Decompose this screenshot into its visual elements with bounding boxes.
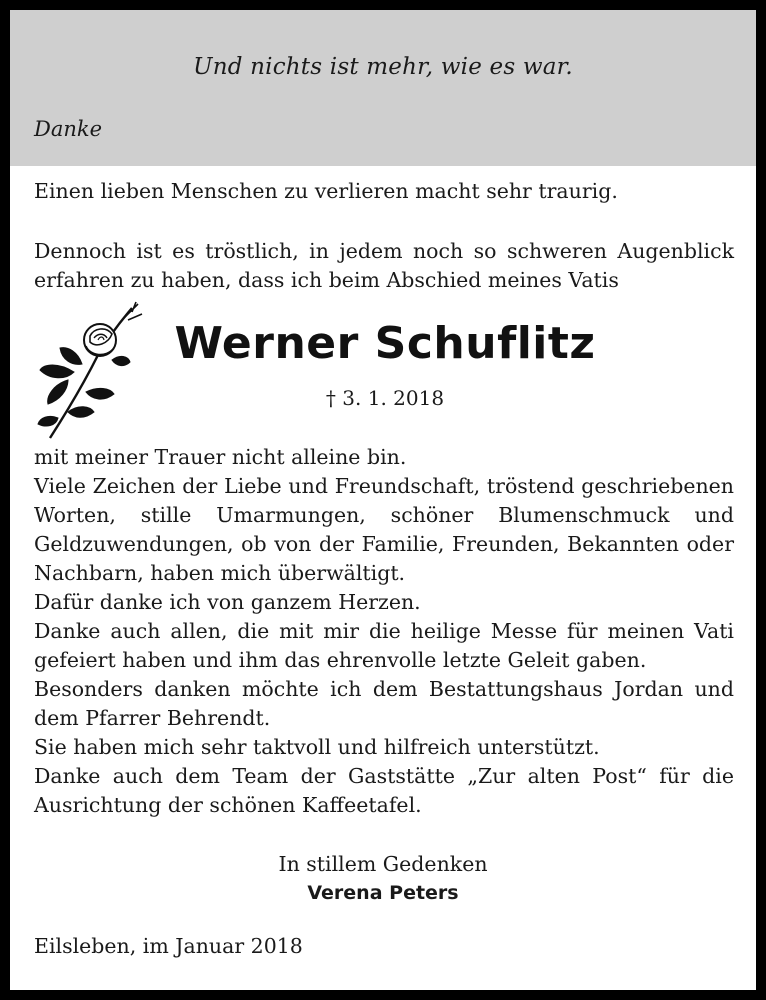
place-date: Eilsleben, im Januar 2018: [34, 934, 303, 958]
obituary-card: [10, 10, 756, 990]
body-paragraph-4: Danke auch allen, die mit mir die heilige Messe für meinen Vati gefeiert haben und ihm das ehrenvolle letzte Geleit gaben.: [34, 619, 734, 672]
deceased-name: Werner Schuflitz: [174, 318, 596, 369]
signer-name: Verena Peters: [307, 882, 459, 904]
intro-line-2: Dennoch ist es tröstlich, in jedem noch so schweren Augenblick erfahren zu haben, dass ich beim Abschied meines Vatis: [34, 239, 734, 292]
body-paragraph-2: Viele Zeichen der Liebe und Freundschaft, tröstend geschriebenen Worten, stille Umarmungen, schöner Blumenschmuck und Geldzuwendungen, ob von der Familie, Freunden, Bekannten oder Nachbarn, haben mich überwältigt.: [34, 474, 734, 585]
header-band: [10, 10, 756, 166]
closing-block: [10, 850, 756, 908]
thanks-body: [34, 443, 734, 820]
death-date: † 3. 1. 2018: [325, 386, 445, 410]
intro-line-1: Einen lieben Menschen zu verlieren macht sehr traurig.: [34, 179, 618, 203]
body-line-3: Dafür danke ich von ganzem Herzen.: [34, 590, 421, 614]
body-paragraph-5: Besonders danken möchte ich dem Bestattungshaus Jordan und dem Pfarrer Behrendt.: [34, 677, 734, 730]
motto: Und nichts ist mehr, wie es war.: [193, 54, 573, 80]
danke-label: Danke: [34, 117, 103, 141]
body-line-1: mit meiner Trauer nicht alleine bin.: [34, 445, 407, 469]
closing-phrase: In stillem Gedenken: [278, 852, 488, 876]
rose-icon: [28, 300, 146, 440]
body-paragraph-7: Danke auch dem Team der Gaststätte „Zur alten Post“ für die Ausrichtung der schönen Kaffeetafel.: [34, 764, 734, 817]
body-line-6: Sie haben mich sehr taktvoll und hilfreich unterstützt.: [34, 735, 600, 759]
